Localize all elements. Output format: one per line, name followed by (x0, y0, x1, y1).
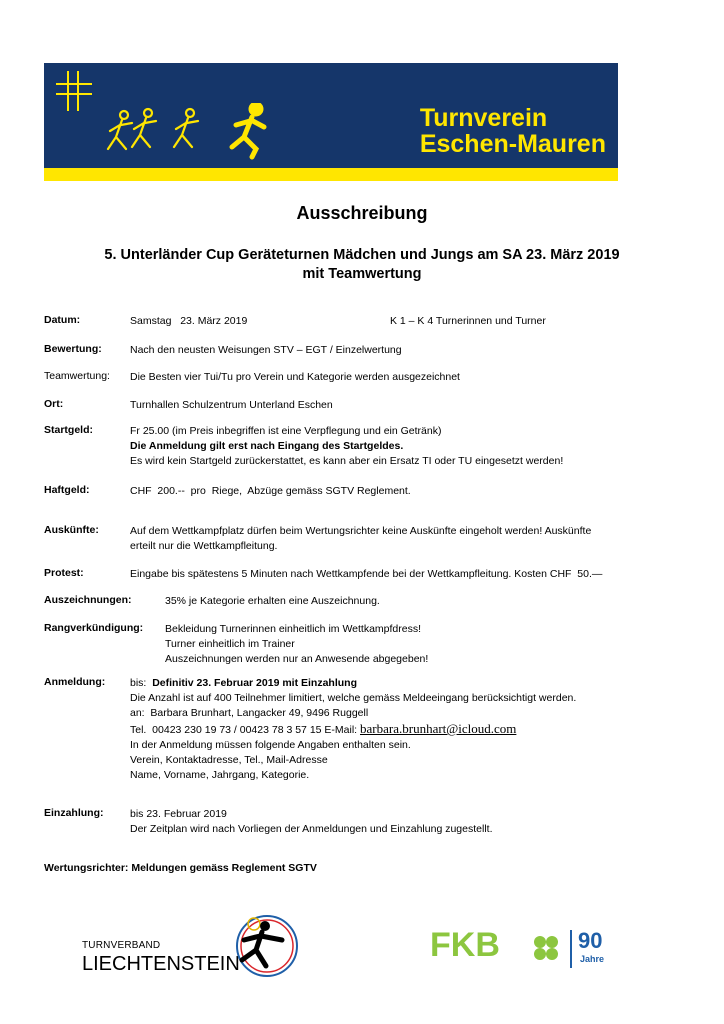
turnverband-line1: TURNVERBAND (82, 940, 161, 951)
rangverkuendigung-label: Rangverkündigung: (44, 622, 144, 634)
footer-note: Wertungsrichter: Meldungen gemäss Reglement SGTV (44, 862, 317, 874)
teamwertung-value: Die Besten vier Tui/Tu pro Verein und Kategorie werden ausgezeichnet (130, 371, 460, 383)
auskuenfte-line2: erteilt nur die Wettkampfleitung. (130, 540, 278, 552)
einzahlung-line1: bis 23. Februar 2019 (130, 808, 227, 820)
club-name-line2: Eschen-Mauren (419, 130, 606, 158)
club-banner (44, 63, 618, 181)
rangverkuendigung-line2: Turner einheitlich im Trainer (165, 638, 295, 650)
anmeldung-prefix: bis: (130, 677, 147, 689)
fkb-years: 90 (578, 928, 603, 953)
bewertung-value: Nach den neusten Weisungen STV – EGT / Einzelwertung (130, 344, 402, 356)
club-name (420, 105, 606, 157)
runner-icon (232, 104, 264, 157)
page-title: Ausschreibung (296, 203, 428, 223)
anmeldung-line6: Verein, Kontaktadresse, Tel., Mail-Adresse (130, 754, 328, 766)
anmeldung-line7: Name, Vorname, Jahrgang, Kategorie. (130, 769, 310, 781)
startgeld-line2: Die Anmeldung gilt erst nach Eingang des Startgeldes. (130, 440, 404, 452)
bewertung-label: Bewertung: (44, 343, 102, 355)
turnverband-logo (82, 906, 302, 982)
protest-label: Protest: (44, 567, 84, 579)
protest-value: Eingabe bis spätestens 5 Minuten nach Wettkampfende bei der Wettkampfleitung. Kosten CHF 50.— (130, 568, 603, 580)
anmeldung-line5: In der Anmeldung müssen folgende Angaben enthalten sein. (130, 739, 411, 751)
subtitle-line2: mit Teamwertung (302, 266, 422, 282)
turnverband-line2: LIECHTENSTEIN (82, 953, 240, 975)
einzahlung-line2: Der Zeitplan wird nach Vorliegen der Anmeldungen und Einzahlung zugestellt. (130, 823, 493, 835)
haftgeld-value: CHF 200.-- pro Riege, Abzüge gemäss SGTV Reglement. (130, 485, 411, 497)
clover-icon (530, 932, 562, 964)
email-link[interactable]: barbara.brunhart@icloud.com (360, 721, 517, 736)
anmeldung-phone: Tel. 00423 230 19 73 / 00423 78 3 57 15 E-Mail: (130, 724, 361, 736)
club-name-line1: Turnverein (419, 104, 548, 132)
datum-value: Samstag 23. März 2019 (130, 315, 248, 327)
fkb-wordmark: FKB (430, 926, 500, 964)
startgeld-line1: Fr 25.00 (im Preis inbegriffen ist eine Verpflegung und ein Getränk) (130, 425, 442, 437)
ort-value: Turnhallen Schulzentrum Unterland Eschen (130, 399, 333, 411)
haftgeld-label: Haftgeld: (44, 484, 90, 496)
anmeldung-line3: an: Barbara Brunhart, Langacker 49, 9496 Ruggell (130, 707, 369, 719)
anmeldung-deadline: Definitiv 23. Februar 2019 mit Einzahlung (152, 677, 357, 689)
auskuenfte-label: Auskünfte: (44, 524, 99, 536)
datum-category: K 1 – K 4 Turnerinnen und Turner (390, 315, 546, 327)
anmeldung-label: Anmeldung: (44, 676, 106, 688)
teamwertung-label: Teamwertung: (44, 370, 110, 382)
auszeichnungen-value: 35% je Kategorie erhalten eine Auszeichnung. (165, 595, 380, 607)
ort-label: Ort: (44, 398, 64, 410)
gymnast-emblem-icon (232, 910, 302, 980)
anmeldung-line2: Die Anzahl ist auf 400 Teilnehmer limitiert, welche gemäss Meldeeingang berücksichtigt werden. (130, 692, 577, 704)
subtitle-line1: 5. Unterländer Cup Geräteturnen Mädchen und Jungs am SA 23. März 2019 (104, 247, 620, 263)
einzahlung-label: Einzahlung: (44, 807, 104, 819)
banner-stripe (44, 168, 618, 181)
rangverkuendigung-line1: Bekleidung Turnerinnen einheitlich im Wettkampfdress! (165, 623, 422, 635)
auskuenfte-line1: Auf dem Wettkampfplatz dürfen beim Wertungsrichter keine Auskünfte eingeholt werden! Auskünfte (130, 525, 592, 537)
fkb-divider (570, 930, 572, 968)
startgeld-line3: Es wird kein Startgeld zurückerstattet, es kann aber ein Ersatz TI oder TU eingesetzt werden! (130, 455, 564, 467)
fkb-jahre: Jahre (580, 954, 605, 964)
auszeichnungen-label: Auszeichnungen: (44, 594, 132, 606)
fkb-logo (430, 926, 630, 986)
rangverkuendigung-line3: Auszeichnungen werden nur an Anwesende abgegeben! (165, 653, 429, 665)
runners-icon (102, 103, 302, 163)
datum-label: Datum: (44, 314, 81, 326)
cross-icon (56, 71, 92, 111)
startgeld-label: Startgeld: (44, 424, 94, 436)
event-subtitle (40, 246, 684, 284)
